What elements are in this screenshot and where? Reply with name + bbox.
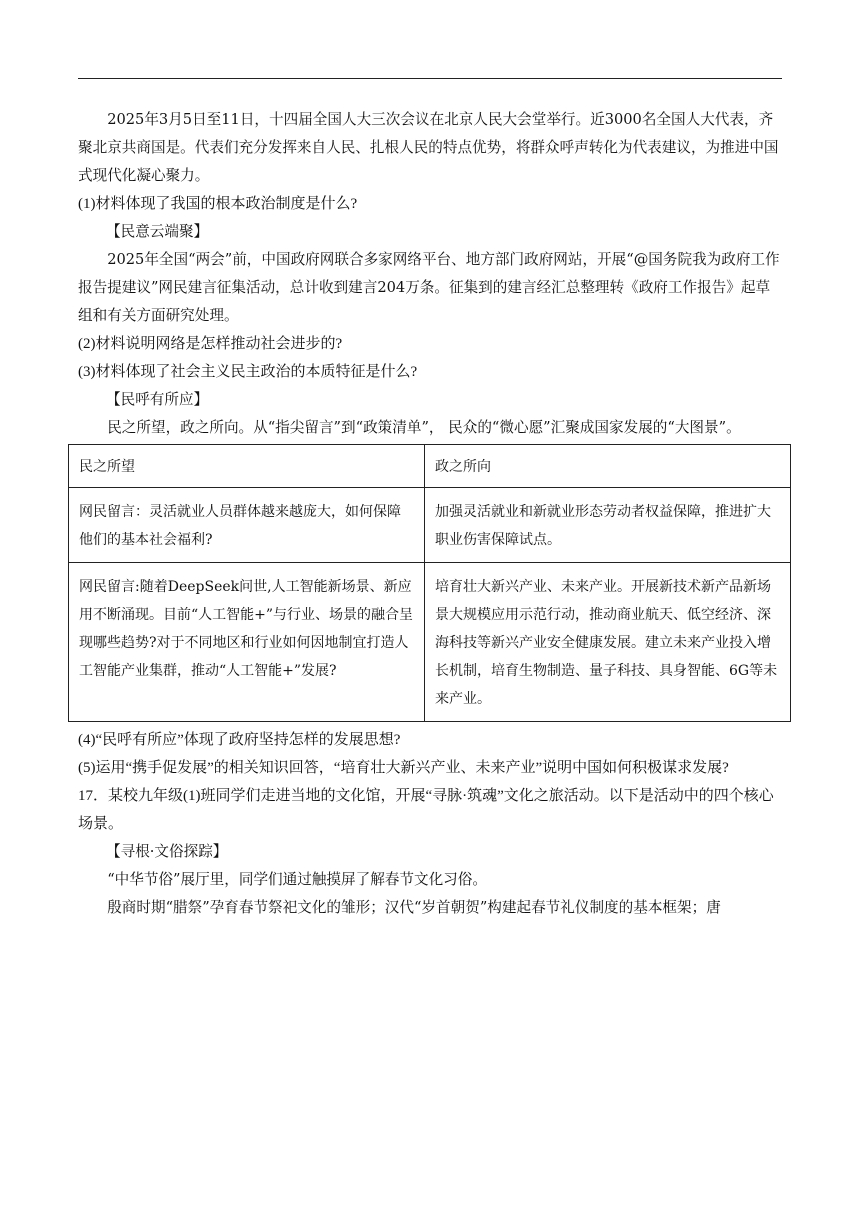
table-header-cell: 政之所向 [425,445,791,488]
material-paragraph-3: 民之所望，政之所向。从“指尖留言”到“政策清单”， 民众的“微心愿”汇聚成国家发展的“大图景”。 [107,419,741,436]
section-heading-minhu: 【民呼有所应】 [106,391,209,408]
table-row [69,563,791,722]
document-body [78,106,784,922]
table-cell: 网民留言：灵活就业人员群体越来越庞大，如何保障他们的基本社会福利? [69,488,425,563]
header-rule [78,78,782,79]
question-1: (1)材料体现了我国的根本政治制度是什么? [78,196,358,212]
table-cell: 网民留言:随着DeepSeek问世,人工智能新场景、新应用不断涌现。目前“人工智能+”与行业、场景的融合呈现哪些趋势?对于不同地区和行业如何因地制宜打造人工智能产业集群，推动“人工智能+”发展? [69,563,425,722]
intro-paragraph: 2025年3月5日至11日，十四届全国人大三次会议在北京人民大会堂举行。近3000名全国人大代表，齐聚北京共商国是。代表们充分发挥来自人民、扎根人民的特点优势，将群众呼声转化为代表建议，为推进中国式现代化凝心聚力。 [78,111,779,184]
question-5: (5)运用“携手促发展”的相关知识回答，“培育壮大新兴产业、未来产业”说明中国如何积极谋求发展? [78,760,729,776]
question-4: (4)“民呼有所应”体现了政府坚持怎样的发展思想? [78,732,401,748]
section-heading-xungen: 【寻根·文俗探踪】 [106,843,228,860]
table-cell: 加强灵活就业和新就业形态劳动者权益保障，推进扩大职业伤害保障试点。 [425,488,791,563]
table-header-row [69,445,791,488]
question-3: (3)材料体现了社会主义民主政治的本质特征是什么? [78,364,418,380]
opinion-policy-table [68,444,791,722]
material-paragraph-2: 2025年全国“两会”前，中国政府网联合多家网络平台、地方部门政府网站，开展“@国务院我为政府工作报告提建议”网民建言征集活动，总计收到建言204万条。征集到的建言经汇总整理转《政府工作报告》起草组和有关方面研究处理。 [78,251,780,324]
table-row [69,488,791,563]
table-header-cell: 民之所望 [69,445,425,488]
material-paragraph-4: “中华节俗”展厅里，同学们通过触摸屏了解春节文化习俗。 [107,871,487,888]
question-17: 17．某校九年级(1)班同学们走进当地的文化馆，开展“寻脉·筑魂”文化之旅活动。以下是活动中的四个核心场景。 [78,788,774,832]
material-paragraph-5: 殷商时期“腊祭”孕育春节祭祀文化的雏形；汉代“岁首朝贺”构建起春节礼仪制度的基本框架；唐 [107,899,721,916]
table-cell: 培育壮大新兴产业、未来产业。开展新技术新产品新场景大规模应用示范行动，推动商业航天、低空经济、深海科技等新兴产业安全健康发展。建立未来产业投入增长机制，培育生物制造、量子科技、具身智能、6G等未来产业。 [425,563,791,722]
question-2: (2)材料说明网络是怎样推动社会进步的? [78,336,343,352]
section-heading-minyi: 【民意云端聚】 [106,223,209,240]
